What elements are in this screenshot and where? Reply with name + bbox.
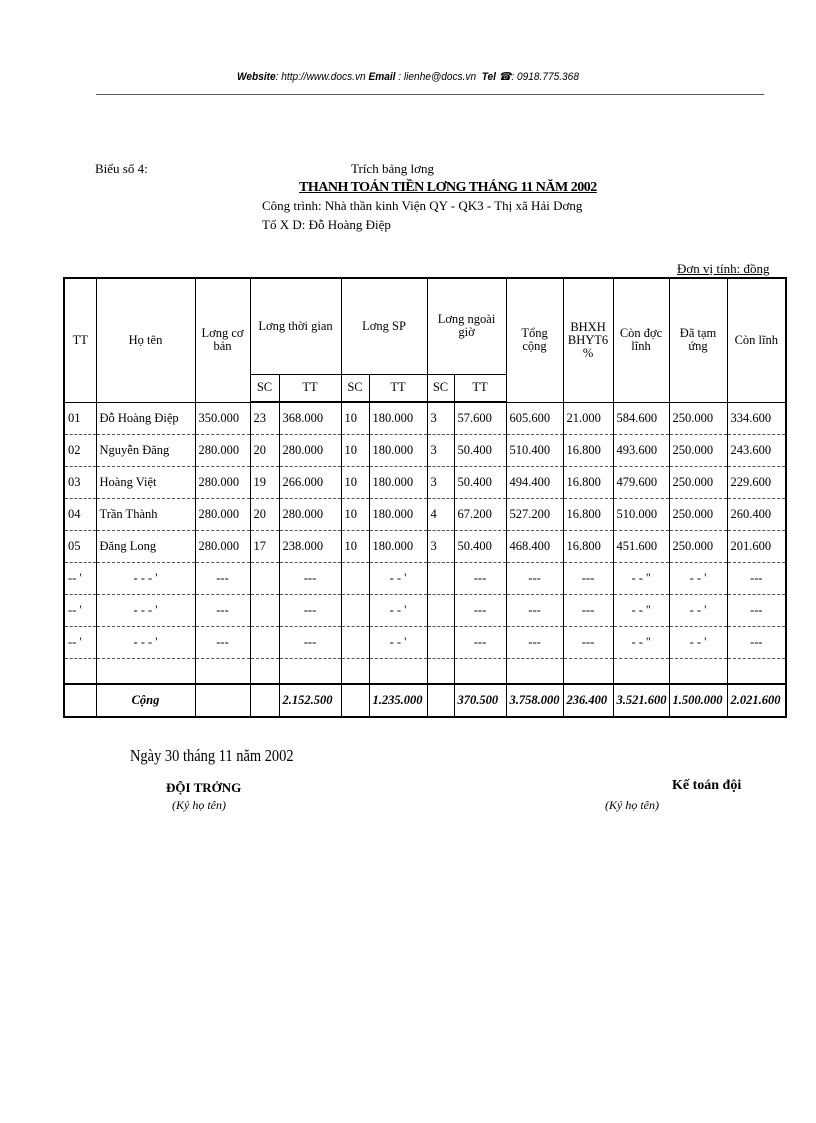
cell: 20 — [250, 499, 279, 531]
cell: 03 — [64, 467, 96, 499]
accountant-title: Kế toán đội — [672, 778, 742, 793]
cell — [669, 659, 727, 685]
cell: 3 — [427, 531, 454, 563]
cell: --- — [563, 563, 613, 595]
cell: 180.000 — [369, 531, 427, 563]
cell: 451.600 — [613, 531, 669, 563]
cell: 16.800 — [563, 499, 613, 531]
cell — [250, 627, 279, 659]
col-name: Họ tên — [96, 278, 195, 402]
cell: 260.400 — [727, 499, 786, 531]
cell: 527.200 — [506, 499, 563, 531]
cell: 180.000 — [369, 402, 427, 435]
cell: 50.400 — [454, 467, 506, 499]
cell: 10 — [341, 531, 369, 563]
cell — [279, 659, 341, 685]
cell: 16.800 — [563, 435, 613, 467]
cell — [506, 659, 563, 685]
cell — [96, 659, 195, 685]
total-label: Cộng — [96, 684, 195, 717]
cell: Đăng Long — [96, 531, 195, 563]
cell: 50.400 — [454, 531, 506, 563]
cell: --- — [279, 595, 341, 627]
cell: 180.000 — [369, 467, 427, 499]
col-time-sc: SC — [250, 374, 279, 402]
cell: Trần Thành — [96, 499, 195, 531]
cell — [427, 684, 454, 717]
cell: --- — [454, 627, 506, 659]
table-row — [64, 563, 786, 595]
cell: --- — [195, 627, 250, 659]
cell: 350.000 — [195, 402, 250, 435]
cell: 67.200 — [454, 499, 506, 531]
table-row — [64, 659, 786, 685]
cell: 280.000 — [279, 499, 341, 531]
cell: - - '' — [613, 627, 669, 659]
cell — [727, 659, 786, 685]
accountant-sign-note: (Ký họ tên) — [605, 798, 659, 812]
cell — [64, 659, 96, 685]
cell: 250.000 — [669, 467, 727, 499]
cell: Nguyễn Đăng — [96, 435, 195, 467]
cell — [369, 659, 427, 685]
cell: - - - ' — [96, 563, 195, 595]
cell: --- — [454, 563, 506, 595]
cell: --- — [279, 627, 341, 659]
cell: 280.000 — [195, 435, 250, 467]
cell: - - ' — [669, 563, 727, 595]
total-time-tt: 2.152.500 — [279, 684, 341, 717]
team-leader-title: ĐỘI TRỞNG — [166, 780, 242, 795]
cell — [341, 563, 369, 595]
email-label: Email — [368, 71, 396, 83]
signing-date: Ngày 30 tháng 11 năm 2002 — [130, 746, 294, 765]
cell: - - ' — [369, 563, 427, 595]
table-row — [64, 499, 786, 531]
cell: 468.400 — [506, 531, 563, 563]
cell: 180.000 — [369, 435, 427, 467]
table-row — [64, 402, 786, 435]
cell: - - ' — [369, 627, 427, 659]
payroll-table — [63, 277, 787, 718]
cell: 04 — [64, 499, 96, 531]
cell: -- ' — [64, 595, 96, 627]
cell — [250, 595, 279, 627]
cell: --- — [727, 595, 786, 627]
cell: --- — [563, 627, 613, 659]
cell: 21.000 — [563, 402, 613, 435]
cell — [250, 659, 279, 685]
cell: 280.000 — [195, 531, 250, 563]
col-total: Tổng cộng — [506, 278, 563, 402]
cell: --- — [195, 595, 250, 627]
cell: Đỗ Hoàng Điệp — [96, 402, 195, 435]
cell: 10 — [341, 402, 369, 435]
cell: 10 — [341, 467, 369, 499]
cell: --- — [506, 595, 563, 627]
col-product-sc: SC — [341, 374, 369, 402]
cell: - - - ' — [96, 595, 195, 627]
cell — [341, 659, 369, 685]
cell: 266.000 — [279, 467, 341, 499]
cell — [454, 659, 506, 685]
doc-title: THANH TOÁN TIỀN LƠNG THÁNG 11 NĂM 2002 — [299, 180, 597, 195]
total-product-tt: 1.235.000 — [369, 684, 427, 717]
cell: 238.000 — [279, 531, 341, 563]
cell: --- — [279, 563, 341, 595]
table-row — [64, 467, 786, 499]
total-insurance: 236.400 — [563, 684, 613, 717]
cell: 493.600 — [613, 435, 669, 467]
table-row — [64, 531, 786, 563]
col-extra: Lơng ngoài giờ — [427, 278, 506, 374]
cell: 243.600 — [727, 435, 786, 467]
cell: 229.600 — [727, 467, 786, 499]
cell — [64, 684, 96, 717]
cell — [195, 659, 250, 685]
total-extra-tt: 370.500 — [454, 684, 506, 717]
cell: --- — [563, 595, 613, 627]
header-divider — [96, 94, 764, 95]
phone-icon: ☎ — [498, 71, 512, 83]
team-leader-sign-note: (Ký họ tên) — [172, 798, 226, 812]
total-advance: 1.500.000 — [669, 684, 727, 717]
unit-note: Đơn vị tính: đồng — [677, 261, 770, 276]
col-time: Lơng thời gian — [250, 278, 341, 374]
total-received: 3.521.600 — [613, 684, 669, 717]
cell — [427, 659, 454, 685]
cell — [195, 684, 250, 717]
cell: --- — [195, 563, 250, 595]
cell: 3 — [427, 467, 454, 499]
cell: - - - ' — [96, 627, 195, 659]
cell: --- — [454, 595, 506, 627]
cell: - - ' — [669, 595, 727, 627]
cell: --- — [506, 627, 563, 659]
cell: 250.000 — [669, 531, 727, 563]
cell: --- — [727, 563, 786, 595]
cell: 10 — [341, 435, 369, 467]
table-row — [64, 595, 786, 627]
website-label: Website — [237, 71, 276, 83]
col-extra-sc: SC — [427, 374, 454, 402]
cell — [341, 595, 369, 627]
cell: --- — [506, 563, 563, 595]
website-value: : http://www.docs.vn — [275, 71, 366, 83]
total-row — [64, 684, 786, 717]
col-tt: TT — [64, 278, 96, 402]
table-row — [64, 435, 786, 467]
cell: 250.000 — [669, 435, 727, 467]
table-row — [64, 627, 786, 659]
cell: 510.000 — [613, 499, 669, 531]
cell: - - ' — [369, 595, 427, 627]
cell: 50.400 — [454, 435, 506, 467]
col-product-tt: TT — [369, 374, 427, 402]
col-insurance: BHXH BHYT6 % — [563, 278, 613, 402]
tel-value: : 0918.775.368 — [511, 71, 579, 83]
cell: Hoàng Việt — [96, 467, 195, 499]
col-advance: Đã tạm ứng — [669, 278, 727, 402]
form-label: Biểu số 4: — [95, 161, 148, 176]
cell: 584.600 — [613, 402, 669, 435]
cell: 01 — [64, 402, 96, 435]
col-remaining: Còn lĩnh — [727, 278, 786, 402]
cell: 19 — [250, 467, 279, 499]
cell: -- ' — [64, 563, 96, 595]
cell: 4 — [427, 499, 454, 531]
cell: 3 — [427, 435, 454, 467]
total-sum: 3.758.000 — [506, 684, 563, 717]
tel-label: Tel — [481, 71, 496, 83]
cell: 57.600 — [454, 402, 506, 435]
cell — [613, 659, 669, 685]
cell: 05 — [64, 531, 96, 563]
cell: 10 — [341, 499, 369, 531]
cell: 479.600 — [613, 467, 669, 499]
cell: 20 — [250, 435, 279, 467]
cell: 201.600 — [727, 531, 786, 563]
cell — [250, 684, 279, 717]
cell — [563, 659, 613, 685]
cell: 02 — [64, 435, 96, 467]
doc-subtitle: Trích bảng lơng — [351, 161, 434, 176]
cell — [250, 563, 279, 595]
team-line: Tổ X D: Đỗ Hoàng Điệp — [262, 217, 391, 232]
col-time-tt: TT — [279, 374, 341, 402]
col-received: Còn đợc lĩnh — [613, 278, 669, 402]
cell: - - '' — [613, 595, 669, 627]
col-base: Lơng cơ bản — [195, 278, 250, 402]
col-extra-tt: TT — [454, 374, 506, 402]
cell: 250.000 — [669, 402, 727, 435]
cell: 17 — [250, 531, 279, 563]
cell — [341, 684, 369, 717]
cell: 605.600 — [506, 402, 563, 435]
cell: 368.000 — [279, 402, 341, 435]
cell: 23 — [250, 402, 279, 435]
cell: 180.000 — [369, 499, 427, 531]
cell — [341, 627, 369, 659]
cell — [427, 627, 454, 659]
cell: - - ' — [669, 627, 727, 659]
cell: 280.000 — [195, 499, 250, 531]
total-remaining: 2.021.600 — [727, 684, 786, 717]
cell: 250.000 — [669, 499, 727, 531]
cell: --- — [727, 627, 786, 659]
col-product: Lơng SP — [341, 278, 427, 374]
cell — [427, 595, 454, 627]
cell: 16.800 — [563, 531, 613, 563]
cell: 280.000 — [279, 435, 341, 467]
project-line: Công trình: Nhà thần kinh Viện QY - QK3 - Thị xã Hải Dơng — [262, 198, 583, 213]
cell: 334.600 — [727, 402, 786, 435]
email-value: : lienhe@docs.vn — [398, 71, 477, 83]
cell: 16.800 — [563, 467, 613, 499]
cell — [427, 563, 454, 595]
page-header — [33, 70, 784, 83]
cell: 280.000 — [195, 467, 250, 499]
cell: 510.400 — [506, 435, 563, 467]
cell: 3 — [427, 402, 454, 435]
cell: -- ' — [64, 627, 96, 659]
cell: 494.400 — [506, 467, 563, 499]
cell: - - '' — [613, 563, 669, 595]
